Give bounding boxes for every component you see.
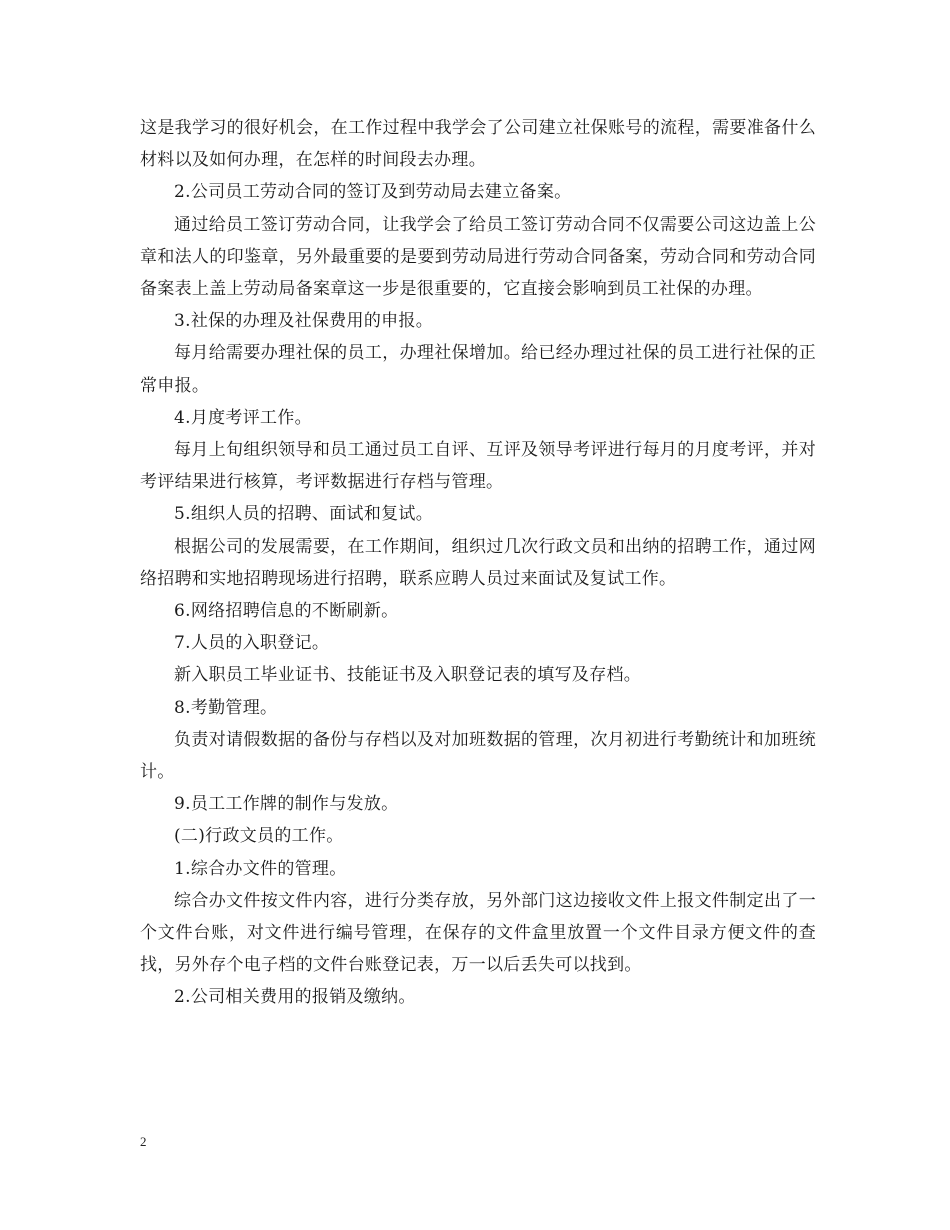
paragraph: 1.综合办文件的管理。 [174,858,347,879]
paragraph: 负责对请假数据的备份与存档以及对加班数据的管理，次月初进行考勤统计和加班统计。 [140,729,816,783]
paragraph: 通过给员工签订劳动合同，让我学会了给员工签订劳动合同不仅需要公司这边盖上公章和法人的印鉴章，另外最重要的是要到劳动局进行劳动合同备案，劳动合同和劳动合同备案表上盖上劳动局备案章这一步是很重要的，它直接会影响到员工社保的办理。 [140,214,816,300]
paragraph: 每月上旬组织领导和员工通过员工自评、互评及领导考评进行每月的月度考评，并对考评结果进行核算，考评数据进行存档与管理。 [140,440,816,493]
paragraph: (二)行政文员的工作。 [174,826,344,847]
paragraph: 新入职员工毕业证书、技能证书及入职登记表的填写及存档。 [174,665,642,686]
paragraph: 7.人员的入职登记。 [174,633,330,654]
paragraph: 8.考勤管理。 [174,697,278,718]
paragraph: 4.月度考评工作。 [174,407,312,428]
paragraph: 根据公司的发展需要，在工作期间，组织过几次行政文员和出纳的招聘工作，通过网络招聘和实地招聘现场进行招聘，联系应聘人员过来面试及复试工作。 [140,536,816,589]
paragraph: 2.公司相关费用的报销及缴纳。 [174,987,416,1008]
paragraph: 每月给需要办理社保的员工，办理社保增加。给已经办理过社保的员工进行社保的正常申报。 [140,343,816,396]
paragraph: 综合办文件按文件内容，进行分类存放，另外部门这边接收文件上报文件制定出了一个文件台账，对文件进行编号管理，在保存的文件盒里放置一个文件目录方便文件的查找，另外存个电子档的文件台账登记表，万一以后丢失可以找到。 [140,890,816,976]
page-number: 2 [140,1134,147,1149]
paragraph: 6.网络招聘信息的不断刷新。 [174,601,399,622]
paragraph: 2.公司员工劳动合同的签订及到劳动局去建立备案。 [174,182,572,203]
document-body [140,112,816,1014]
paragraph: 3.社保的办理及社保费用的申报。 [174,311,434,332]
paragraph: 9.员工工作牌的制作与发放。 [174,794,399,815]
paragraph: 这是我学习的很好机会，在工作过程中我学会了公司建立社保账号的流程，需要准备什么材料以及如何办理，在怎样的时间段去办理。 [140,118,816,171]
paragraph: 5.组织人员的招聘、面试和复试。 [174,504,434,525]
